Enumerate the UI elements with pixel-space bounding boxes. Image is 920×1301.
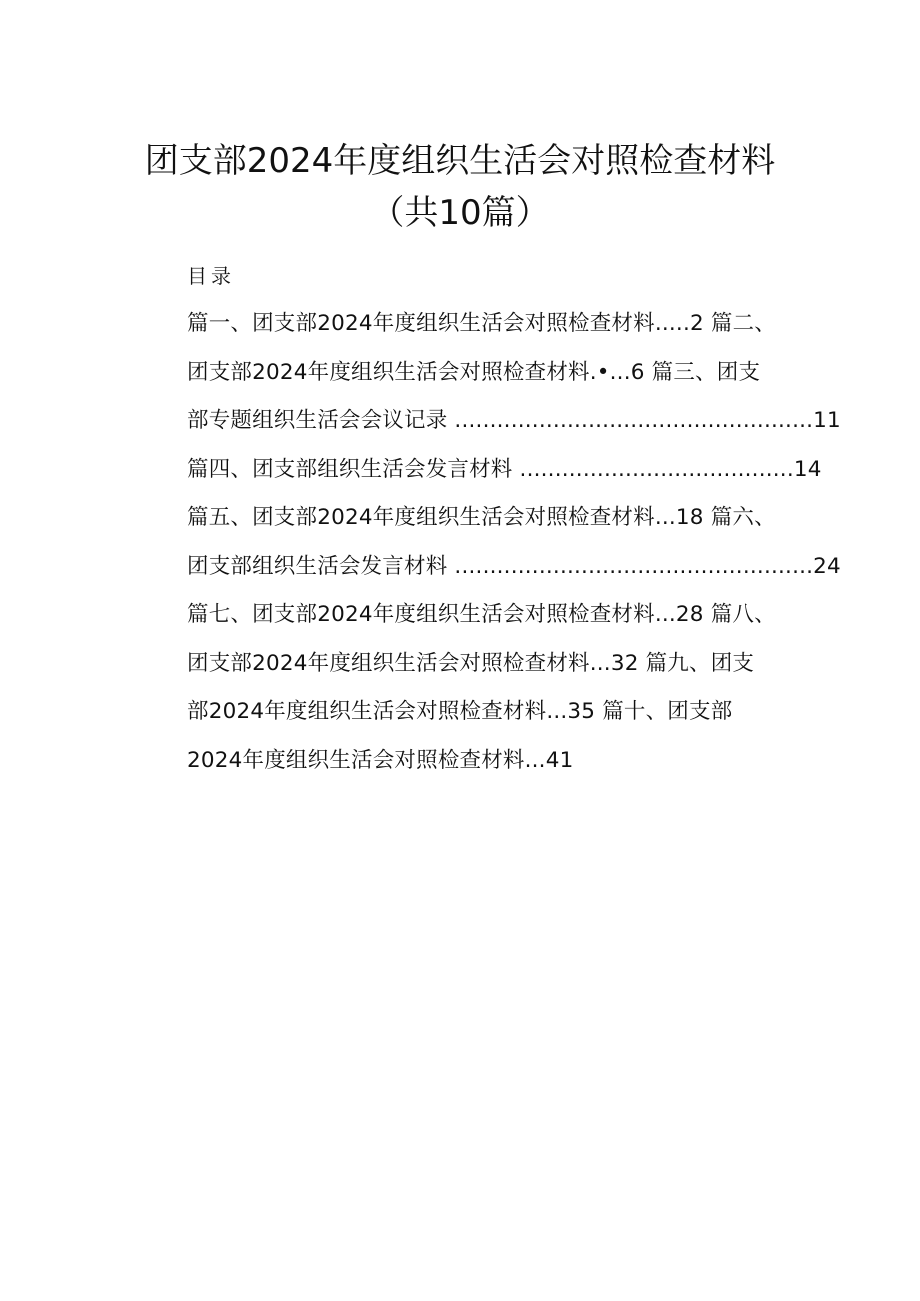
toc-line: 篇四、团支部组织生活会发言材料 .......................................14	[187, 456, 822, 482]
toc-line: 团支部组织生活会发言材料 ...................................................24	[187, 553, 841, 579]
toc-line: 团支部2024年度组织生活会对照检查材料.•...6 篇三、团支	[187, 359, 761, 385]
toc-line: 篇七、团支部2024年度组织生活会对照检查材料...28 篇八、	[187, 602, 776, 627]
toc-line: 篇五、团支部2024年度组织生活会对照检查材料...18 篇六、	[187, 505, 776, 530]
table-of-contents	[187, 305, 841, 790]
document-subtitle: （共10篇）	[370, 193, 550, 233]
toc-line: 2024年度组织生活会对照检查材料...41	[187, 747, 574, 773]
toc-line: 篇一、团支部2024年度组织生活会对照检查材料.....2 篇二、	[187, 311, 777, 336]
toc-line: 部专题组织生活会会议记录 ...................................................11	[187, 408, 841, 433]
document-title: 团支部2024年度组织生活会对照检查材料	[144, 141, 776, 181]
toc-line: 部2024年度组织生活会对照检查材料...35 篇十、团支部	[187, 699, 733, 724]
toc-heading: 目录	[187, 264, 235, 288]
title-block	[0, 138, 920, 236]
toc-line: 团支部2024年度组织生活会对照检查材料...32 篇九、团支	[187, 650, 755, 676]
